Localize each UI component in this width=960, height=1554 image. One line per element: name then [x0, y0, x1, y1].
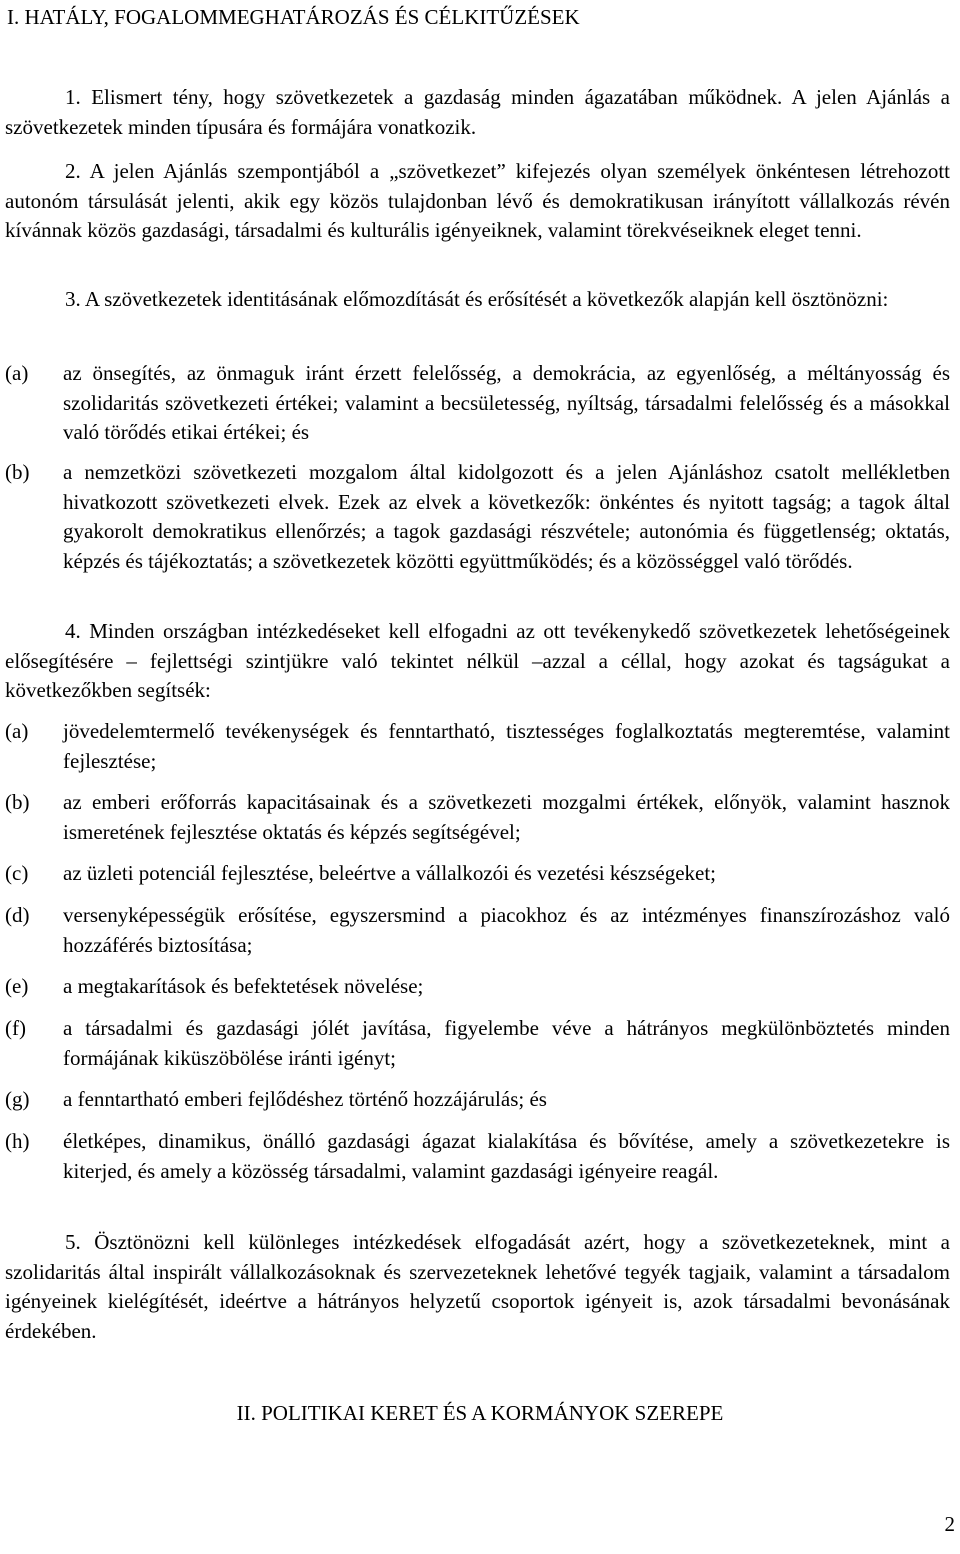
list-item-label: (b)	[5, 460, 30, 484]
list-item	[5, 901, 950, 960]
list-item	[5, 359, 950, 448]
list-item-label: (a)	[5, 361, 29, 385]
list-item	[5, 859, 950, 889]
list-item	[5, 788, 950, 847]
list-item-text: a megtakarítások és befektetések növelése;	[63, 974, 424, 998]
paragraph-1: 1. Elismert tény, hogy szövetkezetek a gazdaság minden ágazatában működnek. A jelen Ajánlás a szövetkezetek minden típusára és formájára vonatkozik.	[5, 85, 950, 139]
list-item-label: (g)	[5, 1087, 30, 1111]
list-item-text: a fenntartható emberi fejlődéshez történő hozzájárulás; és	[63, 1087, 547, 1111]
list-item	[5, 717, 950, 776]
list-item	[5, 972, 950, 1002]
paragraph-3: 3. A szövetkezetek identitásának előmozdítását és erősítését a következők alapján kell ösztönözni:	[65, 287, 889, 311]
section-title-1: I. HATÁLY, FOGALOMMEGHATÁROZÁS ÉS CÉLKITŰZÉSEK	[7, 5, 580, 29]
list-item-text: az emberi erőforrás kapacitásainak és a szövetkezeti mozgalmi értékek, előnyök, valamint hasznok ismeretének fejlesztése oktatás és képzés segítségével;	[63, 790, 950, 844]
list-item-label: (d)	[5, 903, 30, 927]
list-item-label: (f)	[5, 1016, 26, 1040]
list-item-text: versenyképességük erősítése, egyszersmind a piacokhoz és az intézményes finanszírozáshoz való hozzáférés biztosítása;	[63, 903, 950, 957]
list-item-text: a nemzetközi szövetkezeti mozgalom által kidolgozott és a jelen Ajánláshoz csatolt mellékletben hivatkozott szövetkezeti elvek. Ezek az elvek a következők: önkéntes és nyitott tagság; a tagok által gyakorolt demokratikus ellenőrzés; a tagok gazdasági részvétele; autonómia és függetlenség; oktatás, képzés és tájékoztatás; a szövetkezetek közötti együttműködés; és a közösséggel való törődés.	[63, 460, 950, 573]
list-item-text: jövedelemtermelő tevékenységek és fenntartható, tisztességes foglalkoztatás megteremtése, valamint fejlesztése;	[63, 719, 950, 773]
list-item-label: (e)	[5, 974, 29, 998]
list-item-text: az önsegítés, az önmaguk iránt érzett felelősség, a demokrácia, az egyenlőség, a méltányosság és szolidaritás szövetkezeti értékei; valamint a becsületesség, nyíltság, társadalmi felelősség és a másokkal való törődés etikai értékei; és	[63, 361, 950, 444]
list-item-label: (h)	[5, 1129, 30, 1153]
section-title-2: II. POLITIKAI KERET ÉS A KORMÁNYOK SZEREPE	[236, 1401, 724, 1425]
list-item-label: (a)	[5, 719, 29, 743]
list-item	[5, 1085, 950, 1115]
page-number: 2	[944, 1512, 955, 1536]
list-item	[5, 1127, 950, 1186]
list-item-label: (b)	[5, 790, 30, 814]
paragraph-2: 2. A jelen Ajánlás szempontjából a „szövetkezet” kifejezés olyan személyek önkéntesen létrehozott autonóm társulását jelenti, akik egy közös tulajdonban lévő és demokratikusan irányított vállalkozás révén kívánnak közös gazdasági, társadalmi és kulturális igényeiknek, valamint törekvéseiknek eleget tenni.	[5, 159, 950, 242]
list-item-text: az üzleti potenciál fejlesztése, beleértve a vállalkozói és vezetési készségeket;	[63, 861, 716, 885]
paragraph-5: 5. Ösztönözni kell különleges intézkedések elfogadását azért, hogy a szövetkezeteknek, mint a szolidaritás által inspirált vállalkozásoknak és szervezeteknek lehetővé tegyék tagjaik, valamint a társadalom igényeinek kielégítését, ideértve a hátrányos helyzetű csoportok igényeit is, azok társadalmi bevonásának érdekében.	[5, 1230, 950, 1343]
list-item-label: (c)	[5, 861, 29, 885]
list-item	[5, 1014, 950, 1073]
paragraph-4: 4. Minden országban intézkedéseket kell elfogadni az ott tevékenykedő szövetkezetek lehetőségeinek elősegítésére – fejlettségi szintjükre való tekintet nélkül –azzal a céllal, hogy azokat és tagságukat a következőkben segítsék:	[5, 619, 950, 702]
list-item-text: életképes, dinamikus, önálló gazdasági ágazat kialakítása és bővítése, amely a szövetkezetekre is kiterjed, és amely a közösség társadalmi, valamint gazdasági igényeire reagál.	[63, 1129, 950, 1183]
list-item	[5, 458, 950, 576]
list-item-text: a társadalmi és gazdasági jólét javítása, figyelembe véve a hátrányos megkülönböztetés minden formájának kiküszöbölése iránti igényt;	[63, 1016, 950, 1070]
